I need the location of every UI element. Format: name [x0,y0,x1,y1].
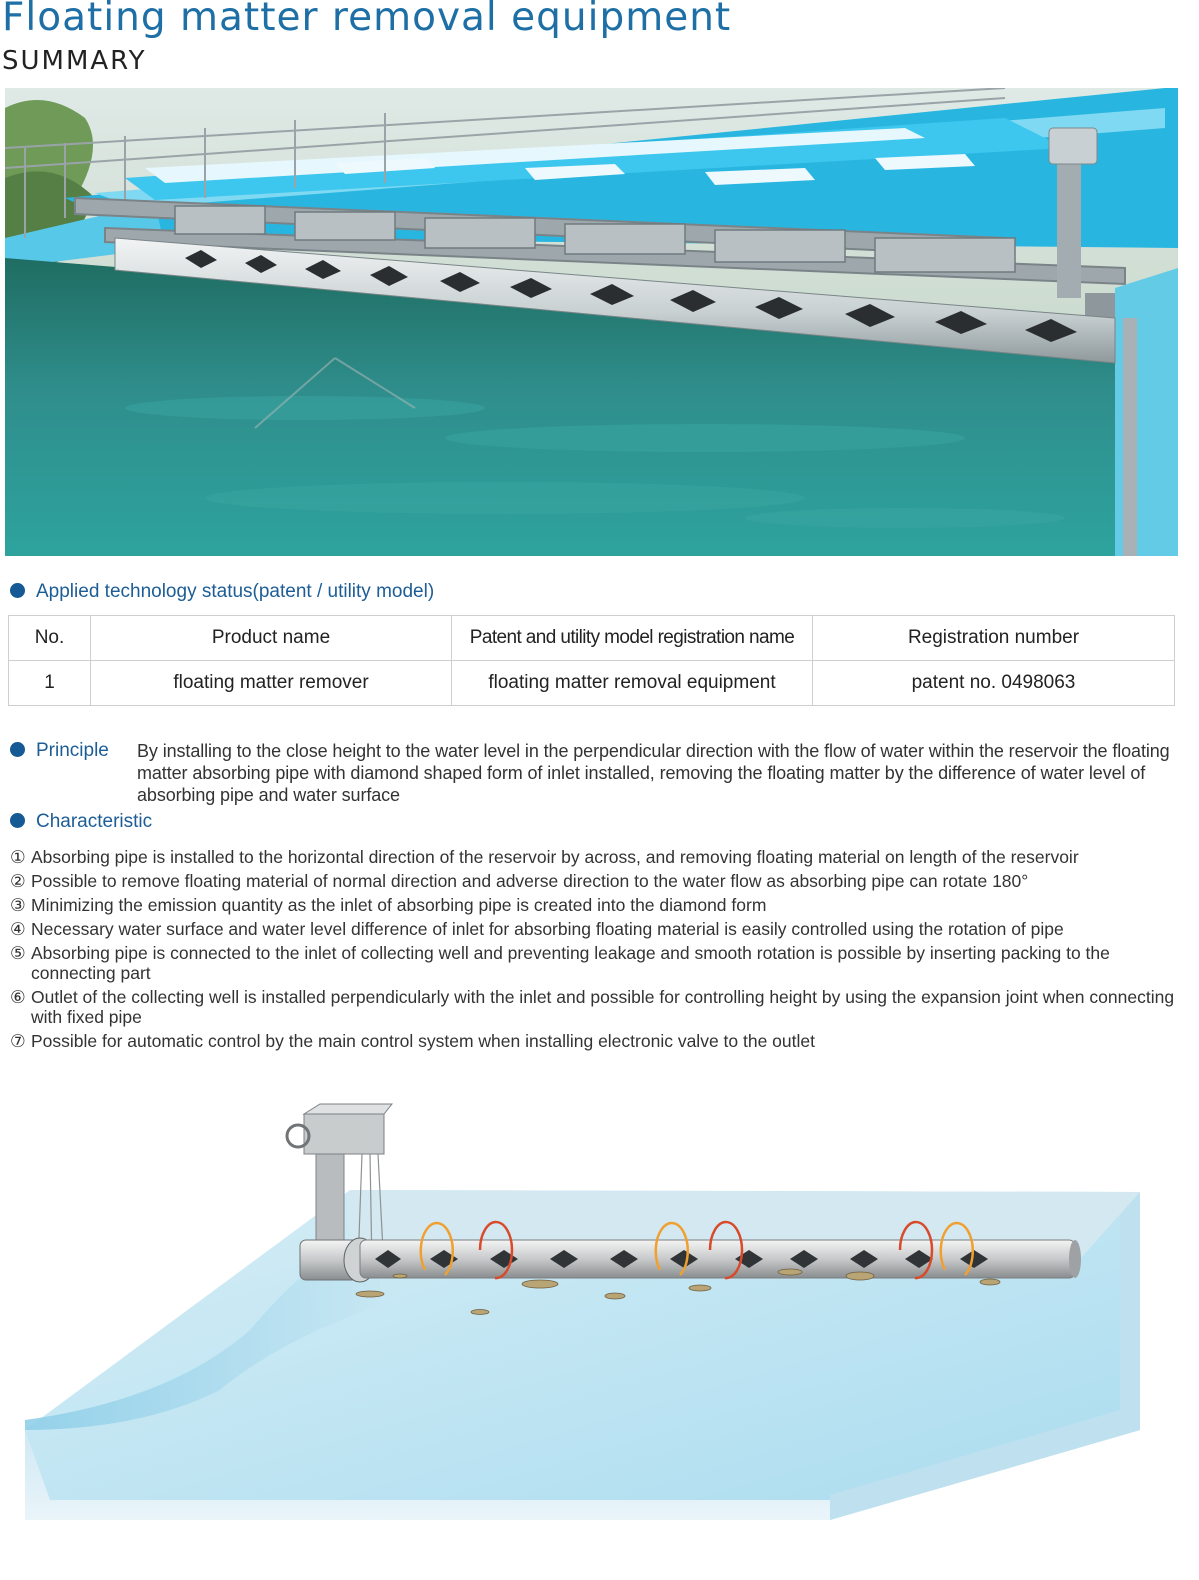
page-title: Floating matter removal equipment [2,0,732,40]
list-item-number: ⑤ [10,943,26,963]
equipment-diagram [20,1100,1170,1530]
list-item-number: ⑥ [10,987,26,1007]
page-subtitle: SUMMARY [2,46,147,76]
list-item-number: ③ [10,895,26,915]
table-cell-product-name: floating matter remover [91,661,452,706]
list-item-text: Minimizing the emission quantity as the inlet of absorbing pipe is created into the diamond form [31,895,767,915]
table-cell-registration-name: floating matter removal equipment [452,661,813,706]
filled-circle-icon [10,583,25,598]
principle-heading-label: Principle [36,740,109,761]
list-item [10,847,1190,867]
filled-circle-icon [10,742,25,757]
list-item [10,987,1190,1027]
registration-table [8,615,1175,706]
list-item-text: Necessary water surface and water level difference of inlet for absorbing floating material is easily controlled using the rotation of pipe [31,919,1064,939]
list-item-number: ④ [10,919,26,939]
column-header-registration-name: Patent and utility model registration name [452,616,813,661]
list-item-text: Outlet of the collecting well is installed perpendicularly with the inlet and possible for controlling height by using the expansion joint when connecting with fixed pipe [31,987,1175,1027]
list-item [10,871,1190,891]
filled-circle-icon [10,813,25,828]
column-header-no: No. [9,616,91,661]
list-item [10,919,1190,939]
characteristic-heading-label: Characteristic [36,811,153,832]
characteristic-list [10,847,1190,1055]
list-item-number: ① [10,847,26,867]
table-cell-no: 1 [9,661,91,706]
table-cell-registration-number: patent no. 0498063 [813,661,1175,706]
reservoir-photo [5,88,1178,556]
list-item-number: ② [10,871,26,891]
table-row [9,661,1175,706]
column-header-registration-number: Registration number [813,616,1175,661]
list-item [10,943,1190,983]
tech-status-heading [10,580,434,604]
column-header-product-name: Product name [91,616,452,661]
characteristic-heading [10,810,152,834]
principle-text: By installing to the close height to the water level in the perpendicular direction with the flow of water within the reservoir the floating matter absorbing pipe with diamond shaped form of inlet installed, removing the floating matter by the difference of water level of absorbing pipe and water surface [137,741,1170,805]
tech-status-heading-label: Applied technology status(patent / utility model) [36,581,435,602]
list-item [10,1031,1190,1051]
list-item-text: Absorbing pipe is installed to the horizontal direction of the reservoir by across, and removing floating material on length of the reservoir [31,847,1079,867]
list-item-text: Possible for automatic control by the main control system when installing electronic valve to the outlet [31,1031,815,1051]
list-item-text: Possible to remove floating material of normal direction and adverse direction to the water flow as absorbing pipe can rotate 180° [31,871,1029,891]
table-header-row [9,616,1175,661]
list-item-number: ⑦ [10,1031,26,1051]
list-item-text: Absorbing pipe is connected to the inlet of collecting well and preventing leakage and smooth rotation is possible by inserting packing to the connecting part [31,943,1110,983]
list-item [10,895,1190,915]
principle-heading [10,739,109,763]
